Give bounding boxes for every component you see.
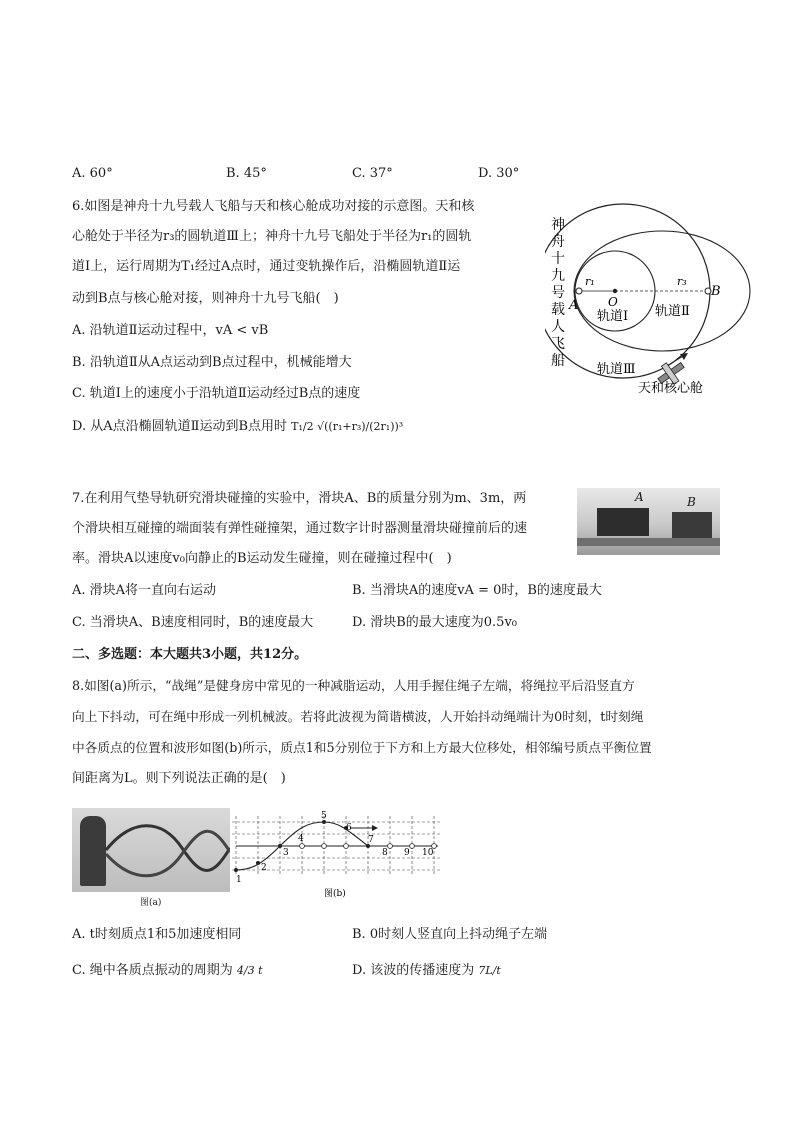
r1-label: r₁ [585, 275, 595, 288]
orbit-1-label: 轨道Ⅰ [597, 309, 629, 324]
slider-a-label: A [635, 490, 644, 504]
air-track-photo [577, 488, 720, 555]
q8-option-c [72, 962, 263, 980]
point-a-label: A [569, 298, 579, 313]
q7-stem-line2: 个滑块相互碰撞的端面装有弹性碰撞架，通过数字计时器测量滑块碰撞前后的速 [72, 521, 528, 536]
slider-b-label: B [687, 495, 696, 509]
ship-label-char: 号 [551, 285, 565, 301]
track-rail [577, 538, 720, 546]
q8-option-d-formula: 7L/t [478, 964, 501, 977]
wave-label: 5 [321, 811, 327, 821]
station-label: 天和核心舱 [638, 381, 704, 395]
ship-label-char: 十 [551, 251, 565, 267]
q8-stem-line1: 8.如图(a)所示，“战绳”是健身房中常见的一种减脂运动，人用手握住绳子左端，将绳拉平后沿竖直方 [72, 678, 635, 693]
r3-label: r₃ [677, 275, 687, 288]
q5-option-b: B. 45° [226, 166, 267, 181]
slider-a-block [597, 508, 649, 536]
q6-option-c: C. 轨道Ⅰ上的速度小于沿轨道Ⅱ运动经过B点的速度 [72, 386, 361, 401]
ship-label-char: 船 [551, 353, 565, 369]
q8-stem-line2: 向上下抖动，可在绳中形成一列机械波。若将此波视为简谐横波，人开始抖动绳端计为0时刻，t时刻绳 [72, 709, 644, 724]
wave-label: 8 [382, 848, 388, 858]
q5-option-a: A. 60° [72, 166, 113, 181]
q8-option-d [352, 962, 501, 980]
q8-option-c-formula: 4/3 t [236, 964, 263, 977]
q6-stem-line4: 动到B点与核心舱对接，则神舟十九号飞船( ) [72, 291, 339, 306]
wave-label: 1 [236, 875, 242, 885]
ship-label-char: 九 [551, 268, 565, 284]
orbit-2-label: 轨道Ⅱ [655, 304, 690, 319]
figure-b-caption: 图(b) [324, 889, 346, 898]
ship-label-char: 人 [551, 319, 565, 335]
q8-stem-line3: 中各质点的位置和波形如图(b)所示，质点1和5分别位于下方和上方最大位移处，相邻编号质点平衡位置 [72, 740, 652, 755]
q8-option-a: A. t时刻质点1和5加速度相同 [72, 927, 242, 942]
q7-stem-line3: 率。滑块A以速度v₀向静止的B运动发生碰撞，则在碰撞过程中( ) [72, 551, 452, 566]
q7-option-d: D. 滑块B的最大速度为0.5v₀ [352, 615, 518, 630]
q6-stem-line1: 6.如图是神舟十九号载人飞船与天和核心舱成功对接的示意图。天和核 [72, 199, 475, 214]
q8-stem-line4: 间距离为L。则下列说法正确的是( ) [72, 771, 286, 786]
q7-option-b: B. 当滑块A的速度vA = 0时，B的速度最大 [352, 583, 602, 598]
wave-label: 6 [346, 823, 352, 833]
q6-option-d-formula: T₁/2 √((r₁+r₃)/(2r₁))³ [291, 420, 404, 433]
wave-label: 4 [298, 834, 304, 844]
q7-stem-line1: 7.在利用气垫导轨研究滑块碰撞的实验中，滑块A、B的质量分别为m、3m，两 [72, 491, 527, 506]
q6-option-d-text: D. 从A点沿椭圆轨道Ⅱ运动到B点用时 [72, 419, 288, 434]
orbit-arrow-head [680, 353, 688, 360]
ship-label-char: 飞 [551, 336, 565, 352]
center-label: O [608, 295, 618, 309]
q7-option-a: A. 滑块A将一直向右运动 [72, 583, 217, 598]
center-point [613, 289, 617, 293]
point-a-marker [576, 288, 582, 294]
wave-label: 3 [283, 848, 289, 858]
q8-option-d-text: D. 该波的传播速度为 [352, 963, 475, 978]
q5-option-d: D. 30° [478, 166, 520, 181]
orbit-diagram [545, 195, 775, 395]
slider-b-block [672, 512, 712, 538]
q5-option-c: C. 37° [352, 166, 393, 181]
figure-a-caption: 图(a) [140, 898, 162, 908]
ship-label-char: 舟 [551, 234, 565, 250]
q7-option-c: C. 当滑块A、B速度相同时，B的速度最大 [72, 615, 314, 630]
point-b-label: B [711, 284, 721, 299]
q6-stem-line2: 心舱处于半径为r₃的圆轨道Ⅲ上；神舟十九号飞船处于半径为r₁的圆轨 [72, 229, 472, 244]
wave-label: 2 [261, 863, 267, 873]
orbit-3-label: 轨道Ⅲ [597, 362, 636, 377]
wave-diagram [232, 808, 442, 898]
ship-label-char: 神 [551, 217, 565, 233]
q6-option-a: A. 沿轨道Ⅱ运动过程中，vA < vB [72, 323, 269, 338]
section-2-heading: 二、多选题：本大题共3小题，共12分。 [72, 647, 308, 662]
wave-label: 7 [368, 835, 374, 845]
ship-label-char: 载 [551, 302, 565, 318]
rope-curves [72, 808, 230, 892]
wave-label: 9 [404, 848, 410, 858]
q8-option-c-text: C. 绳中各质点振动的周期为 [72, 963, 233, 978]
battle-rope-photo [72, 808, 230, 892]
q6-stem-line3: 道Ⅰ上，运行周期为T₁经过A点时，通过变轨操作后，沿椭圆轨道Ⅱ运 [72, 259, 461, 274]
q6-option-d [72, 418, 403, 436]
q6-option-b: B. 沿轨道Ⅱ从A点运动到B点过程中，机械能增大 [72, 355, 352, 370]
q8-option-b: B. 0时刻人竖直向上抖动绳子左端 [352, 927, 548, 942]
wave-label: 10 [422, 848, 434, 858]
